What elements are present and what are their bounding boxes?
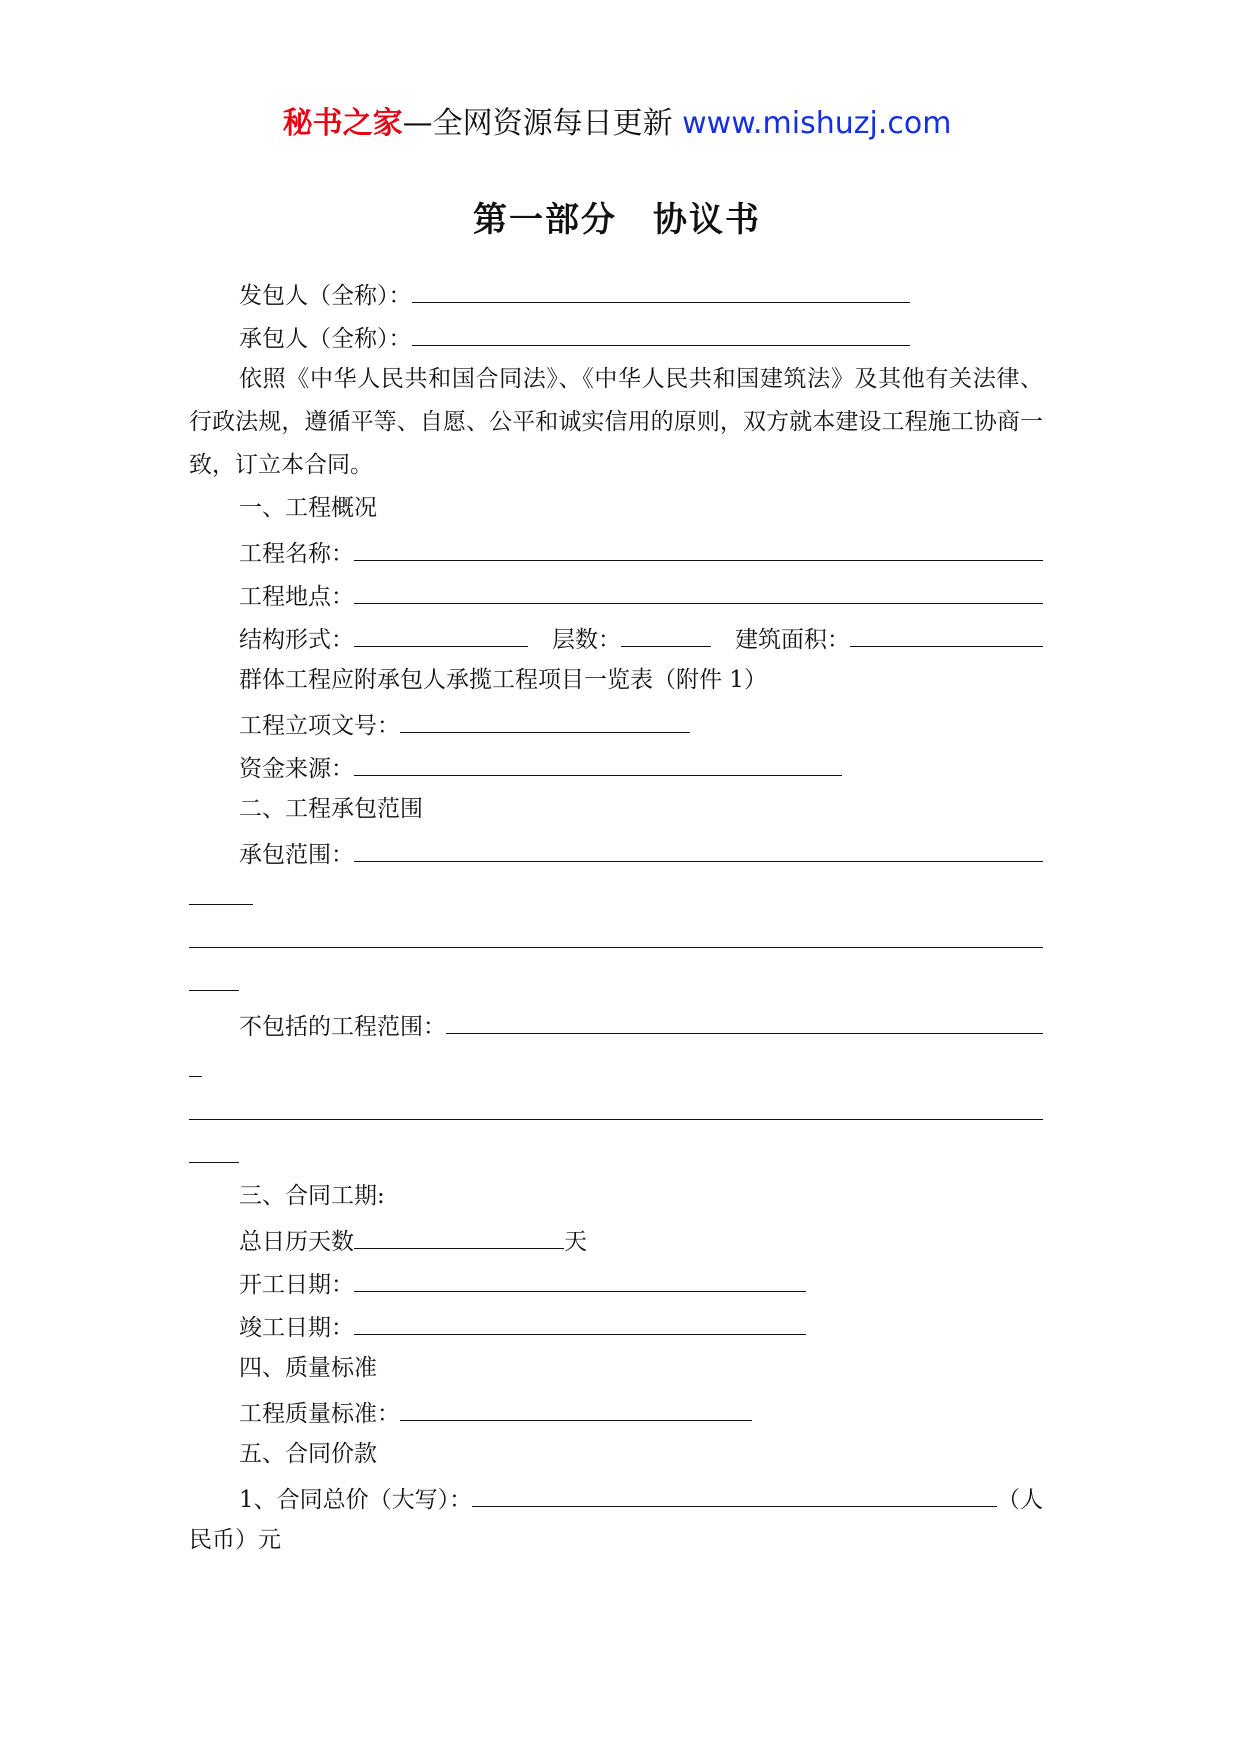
employer-blank <box>412 272 910 303</box>
area-label: 建筑面积： <box>735 627 850 653</box>
funding-line <box>189 745 1043 788</box>
scope-blank-cont-3 <box>189 960 1043 1003</box>
project-name-line <box>189 530 1043 573</box>
structure-blank <box>354 616 528 647</box>
project-name-blank <box>354 530 1043 561</box>
scope-blank <box>354 831 1043 862</box>
start-date-label: 开工日期： <box>239 1272 354 1298</box>
funding-blank <box>354 745 842 776</box>
agreement-body <box>189 272 1043 1562</box>
currency-close: 民币）元 <box>189 1527 281 1553</box>
employer-line <box>189 272 1043 315</box>
project-location-line <box>189 573 1043 616</box>
site-url[interactable]: www.mishuzj.com <box>682 106 952 141</box>
days-unit: 天 <box>564 1229 587 1255</box>
total-days-blank <box>354 1218 564 1249</box>
excluded-blank-cont-1 <box>189 1046 1043 1089</box>
total-price-line <box>189 1476 1043 1519</box>
intro-paragraph: 依照《中华人民共和国合同法》、《中华人民共和国建筑法》及其他有关法律、行政法规，遵循平等、自愿、公平和诚实信用的原则，双方就本建设工程施工协商一致，订立本合同。 <box>189 366 1043 478</box>
finish-date-line <box>189 1304 1043 1347</box>
contractor-label: 承包人（全称）： <box>239 326 412 352</box>
excluded-blank-cont-2 <box>189 1089 1043 1132</box>
site-brand: 秘书之家 <box>282 106 403 141</box>
structure-line <box>189 616 1043 659</box>
project-name-label: 工程名称： <box>239 541 354 567</box>
total-price-blank <box>472 1476 997 1507</box>
excluded-line <box>189 1003 1043 1046</box>
scope-line <box>189 831 1043 874</box>
section4-heading: 四、质量标准 <box>239 1355 377 1381</box>
approval-no-blank <box>400 702 690 733</box>
currency-close-line <box>189 1519 1043 1562</box>
contractor-line <box>189 315 1043 358</box>
group-note-line <box>189 659 1043 702</box>
section1-heading: 一、工程概况 <box>239 495 377 521</box>
total-days-line <box>189 1218 1043 1261</box>
quality-blank <box>400 1390 752 1421</box>
page-title: 第一部分 协议书 <box>473 200 761 240</box>
start-date-blank <box>354 1261 806 1292</box>
area-blank <box>850 616 1043 647</box>
structure-label: 结构形式： <box>239 627 354 653</box>
start-date-line <box>189 1261 1043 1304</box>
project-location-blank <box>354 573 1043 604</box>
finish-date-blank <box>354 1304 806 1335</box>
scope-blank-cont-2 <box>189 917 1043 960</box>
floors-blank <box>621 616 711 647</box>
quality-label: 工程质量标准： <box>239 1401 400 1427</box>
approval-no-label: 工程立项文号： <box>239 713 400 739</box>
total-days-label: 总日历天数 <box>239 1229 354 1255</box>
site-slogan: —全网资源每日更新 <box>402 106 683 141</box>
total-price-label: 1、合同总价（大写）： <box>239 1487 473 1513</box>
section2-heading: 二、工程承包范围 <box>239 796 423 822</box>
project-location-label: 工程地点： <box>239 584 354 610</box>
excluded-label: 不包括的工程范围： <box>239 1014 446 1040</box>
funding-label: 资金来源： <box>239 756 354 782</box>
excluded-blank-cont-3 <box>189 1132 1043 1175</box>
finish-date-label: 竣工日期： <box>239 1315 354 1341</box>
scope-label: 承包范围： <box>239 842 354 868</box>
floors-label: 层数： <box>552 627 621 653</box>
excluded-blank <box>446 1003 1043 1034</box>
approval-no-line <box>189 702 1043 745</box>
section5-heading: 五、合同价款 <box>239 1441 377 1467</box>
contractor-blank <box>412 315 910 346</box>
quality-line <box>189 1390 1043 1433</box>
section3-heading: 三、合同工期: <box>239 1183 385 1209</box>
employer-label: 发包人（全称）： <box>239 283 412 309</box>
currency-open: （人 <box>997 1487 1043 1513</box>
group-note: 群体工程应附承包人承揽工程项目一览表（附件 1） <box>239 667 767 693</box>
scope-blank-cont-1 <box>189 874 1043 917</box>
site-banner <box>0 102 1234 146</box>
